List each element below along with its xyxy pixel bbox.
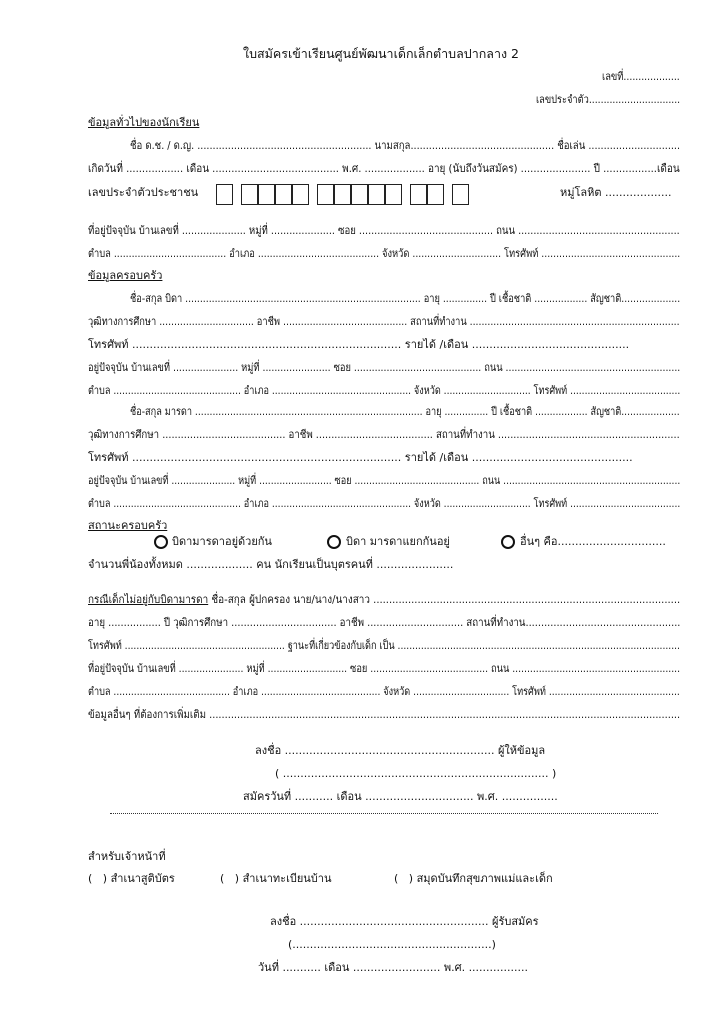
officer-signature-line[interactable]: ลงชื่อ ...................................................... ผู้รับสมัคร	[270, 915, 539, 928]
citizen-id-box[interactable]	[241, 184, 258, 205]
citizen-id-box[interactable]	[351, 184, 368, 205]
citizen-id-box[interactable]	[275, 184, 292, 205]
citizen-id-box[interactable]	[452, 184, 469, 205]
form-title: ใบสมัครเข้าเรียนศูนย์พัฒนาเด็กเล็กตำบลปากลาง 2	[243, 46, 519, 61]
mother-address-line[interactable]: อยู่ปัจจุบัน บ้านเลขที่ ...................... หมู่ที่ ......................... ซอย ........................................... ถนน .............................................................	[88, 474, 681, 487]
citizen-id-box[interactable]	[317, 184, 334, 205]
additional-info-line[interactable]: ข้อมูลอื่นๆ ที่ต้องการเพิ่มเติม ........................................................................................................................................................	[88, 708, 681, 721]
guardian-district-line[interactable]: ตำบล ........................................ อำเภอ ......................................... จังหวัด ................................. โทรศัพท์ .............................................	[88, 685, 680, 698]
check-house-registration[interactable]: ( ) สำเนาทะเบียนบ้าน	[220, 872, 332, 885]
siblings-line[interactable]: จำนวนพี่น้องทั้งหมด ................... คน นักเรียนเป็นบุตรคนที่ ......................	[88, 558, 454, 571]
status-option-separated: บิดา มารดาแยกกันอยู่	[346, 535, 450, 548]
citizen-id-box[interactable]	[427, 184, 444, 205]
check-birth-certificate[interactable]: ( ) สำเนาสูติบัตร	[88, 872, 175, 885]
guardian-line-1[interactable]	[88, 593, 680, 607]
student-birth-line[interactable]: เกิดวันที่ .................. เดือน ........................................ พ.ศ. ................... อายุ (นับถึงวันสมัคร) ...................... ปี .................เดือน	[88, 162, 680, 175]
status-radio-other[interactable]	[501, 535, 515, 549]
section-heading-student: ข้อมูลทั่วไปของนักเรียน	[88, 116, 200, 129]
mother-phone-line[interactable]: โทรศัพท์ ............................................................................. รายได้ /เดือน ..............................................	[88, 451, 633, 464]
citizen-id-box[interactable]	[368, 184, 385, 205]
citizen-id-label: เลขประจำตัวประชาชน	[88, 186, 199, 199]
father-district-line[interactable]: ตำบล ............................................ อำเภอ ................................................ จังหวัด .............................. โทรศัพท์ ......................................	[88, 384, 681, 397]
citizen-id-box[interactable]	[334, 184, 351, 205]
citizen-id-box[interactable]	[216, 184, 233, 205]
applicant-name-line[interactable]: ( ............................................................................ )	[275, 767, 557, 780]
guardian-name-field[interactable]: ชื่อ-สกุล ผู้ปกครอง นาย/นาง/นางสาว .................................................................................................	[208, 593, 681, 606]
dotted-separator	[110, 813, 658, 814]
section-heading-family: ข้อมูลครอบครัว	[88, 269, 163, 282]
status-radio-together[interactable]	[154, 535, 168, 549]
officer-date-line[interactable]: วันที่ ........... เดือน ......................... พ.ศ. .................	[258, 961, 529, 974]
student-name-line[interactable]: ชื่อ ด.ช. / ด.ญ. ......................................................... นามสกุล............................................... ชื่อเล่น ..............................	[130, 139, 681, 152]
guardian-address-line[interactable]: ที่อยู่ปัจจุบัน บ้านเลขที่ ...................... หมู่ที่ ........................... ซอย ........................................ ถนน .........................................................	[88, 662, 681, 675]
doc-number-field[interactable]: เลขที่...................	[602, 70, 680, 83]
application-date-line[interactable]: สมัครวันที่ ........... เดือน ............................... พ.ศ. ................	[243, 790, 558, 803]
citizen-id-box[interactable]	[385, 184, 402, 205]
father-name-line[interactable]: ชื่อ-สกุล บิดา ................................................................................ อายุ ............... ปี เชื้อชาติ .................. สัญชาติ....................	[130, 292, 681, 305]
status-radio-separated[interactable]	[327, 535, 341, 549]
mother-education-line[interactable]: วุฒิทางการศึกษา ........................................ อาชีพ ...................................... สถานที่ทำงาน ...........................................................	[88, 428, 680, 441]
section-heading-guardian: กรณีเด็กไม่อยู่กับบิดามารดา	[88, 593, 209, 606]
status-option-other[interactable]: อื่นๆ คือ...............................	[520, 535, 666, 548]
guardian-age-line[interactable]: อายุ ................. ปี วุฒิการศึกษา .................................. อาชีพ ............................... สถานที่ทำงาน..................................................	[88, 616, 681, 629]
mother-district-line[interactable]: ตำบล ............................................ อำเภอ ................................................ จังหวัด .............................. โทรศัพท์ ......................................	[88, 497, 681, 510]
father-education-line[interactable]: วุฒิทางการศึกษา ................................ อาชีพ .......................................... สถานที่ทำงาน .......................................................................	[88, 315, 680, 328]
section-heading-status: สถานะครอบครัว	[88, 519, 168, 532]
status-option-together: บิดามารดาอยู่ด้วยกัน	[172, 535, 272, 548]
citizen-id-box[interactable]	[258, 184, 275, 205]
father-phone-line[interactable]: โทรศัพท์ ............................................................................. รายได้ /เดือน .............................................	[88, 338, 630, 351]
father-address-line[interactable]: อยู่ปัจจุบัน บ้านเลขที่ ...................... หมู่ที่ ....................... ซอย ........................................... ถนน ...........................................................	[88, 361, 681, 374]
blood-group-field[interactable]: หมู่โลหิต ...................	[560, 186, 672, 199]
officer-name-line[interactable]: (.........................................................)	[288, 938, 496, 951]
student-address-line[interactable]: ที่อยู่ปัจจุบัน บ้านเลขที่ ..................... หมู่ที่ ..................... ซอย ............................................ ถนน .....................................................	[88, 224, 680, 237]
student-id-field[interactable]: เลขประจำตัว...............................	[536, 93, 681, 106]
mother-name-line[interactable]: ชื่อ-สกุล มารดา .............................................................................. อายุ ............... ปี เชื้อชาติ .................. สัญชาติ....................	[130, 405, 680, 418]
citizen-id-box[interactable]	[410, 184, 427, 205]
guardian-phone-line[interactable]: โทรศัพท์ ....................................................... ฐานะที่เกี่ยวข้องกับเด็ก เป็น .................................................................................................	[88, 639, 680, 652]
check-health-book[interactable]: ( ) สมุดบันทึกสุขภาพแม่และเด็ก	[394, 872, 553, 885]
citizen-id-box[interactable]	[292, 184, 309, 205]
applicant-signature-line[interactable]: ลงชื่อ ............................................................ ผู้ให้ข้อมูล	[255, 744, 546, 757]
student-district-line[interactable]: ตำบล ...................................... อำเภอ ......................................... จังหวัด .............................. โทรศัพท์ ...............................................	[88, 247, 681, 260]
officer-heading: สำหรับเจ้าหน้าที่	[88, 850, 166, 863]
